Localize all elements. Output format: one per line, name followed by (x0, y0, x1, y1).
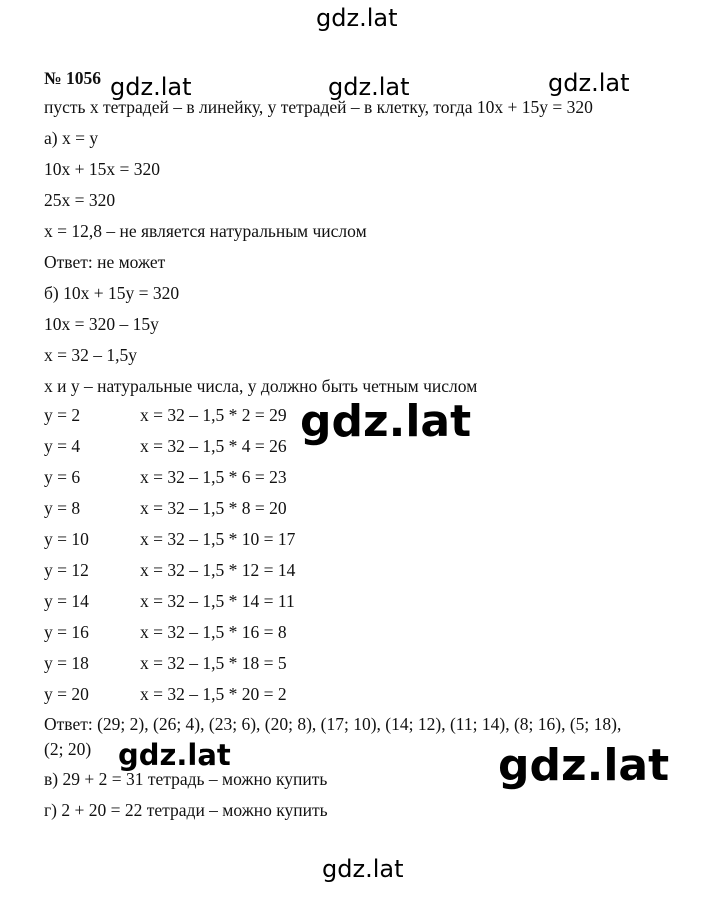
table-row-x: x = 32 – 1,5 * 8 = 20 (140, 498, 287, 518)
table-row-y: y = 6 (44, 467, 81, 487)
table-row-x: x = 32 – 1,5 * 12 = 14 (140, 560, 296, 580)
part-b-answer-line-1: Ответ: (29; 2), (26; 4), (23; 6), (20; 8), (17; 10), (14; 12), (11; 14), (8; 16), (5; 18), (44, 714, 622, 734)
part-g-line: г) 2 + 20 = 22 тетради – можно купить (44, 800, 328, 820)
part-b-answer-line-2: (2; 20) (44, 739, 92, 759)
table-row-y: y = 4 (44, 436, 81, 456)
table-row-x: x = 32 – 1,5 * 10 = 17 (140, 529, 296, 549)
table-row-x: x = 32 – 1,5 * 20 = 2 (140, 684, 287, 704)
table-row-x: x = 32 – 1,5 * 2 = 29 (140, 405, 287, 425)
part-b-step-2: x = 32 – 1,5y (44, 345, 137, 365)
watermark-big-right: gdz.lat (498, 740, 670, 791)
watermark-row1-mid: gdz.lat (328, 73, 410, 101)
part-b-label: б) 10x + 15y = 320 (44, 283, 180, 303)
part-v-line: в) 29 + 2 = 31 тетрадь – можно купить (44, 769, 328, 789)
table-row-y: y = 14 (44, 591, 89, 611)
watermark-big-mid: gdz.lat (300, 396, 472, 447)
watermark-row1-right: gdz.lat (548, 69, 630, 97)
problem-intro: пусть x тетрадей – в линейку, y тетрадей – в клетку, тогда 10x + 15y = 320 (44, 97, 593, 117)
table-row-y: y = 18 (44, 653, 89, 673)
table-row-y: y = 2 (44, 405, 81, 425)
part-b-step-1: 10x = 320 – 15y (44, 314, 159, 334)
table-row-x: x = 32 – 1,5 * 6 = 23 (140, 467, 287, 487)
part-a-label: а) x = y (44, 128, 99, 148)
table-row-y: y = 10 (44, 529, 89, 549)
table-row-y: y = 20 (44, 684, 89, 704)
watermark-bottom: gdz.lat (322, 855, 404, 883)
part-a-step-2: 25x = 320 (44, 190, 116, 210)
table-row-x: x = 32 – 1,5 * 18 = 5 (140, 653, 287, 673)
part-a-answer: Ответ: не может (44, 252, 166, 272)
watermark-top: gdz.lat (316, 4, 398, 32)
table-row-y: y = 16 (44, 622, 89, 642)
table-row-x: x = 32 – 1,5 * 4 = 26 (140, 436, 287, 456)
table-row-x: x = 32 – 1,5 * 16 = 8 (140, 622, 287, 642)
table-row-x: x = 32 – 1,5 * 14 = 11 (140, 591, 295, 611)
watermark-lower-left: gdz.lat (118, 738, 231, 772)
table-row-y: y = 12 (44, 560, 89, 580)
problem-number: № 1056 (44, 68, 101, 88)
watermark-row1-left: gdz.lat (110, 73, 192, 101)
part-b-step-3: x и y – натуральные числа, y должно быть четным числом (44, 376, 478, 396)
part-a-step-3: x = 12,8 – не является натуральным числом (44, 221, 367, 241)
part-a-step-1: 10x + 15x = 320 (44, 159, 160, 179)
table-row-y: y = 8 (44, 498, 81, 518)
